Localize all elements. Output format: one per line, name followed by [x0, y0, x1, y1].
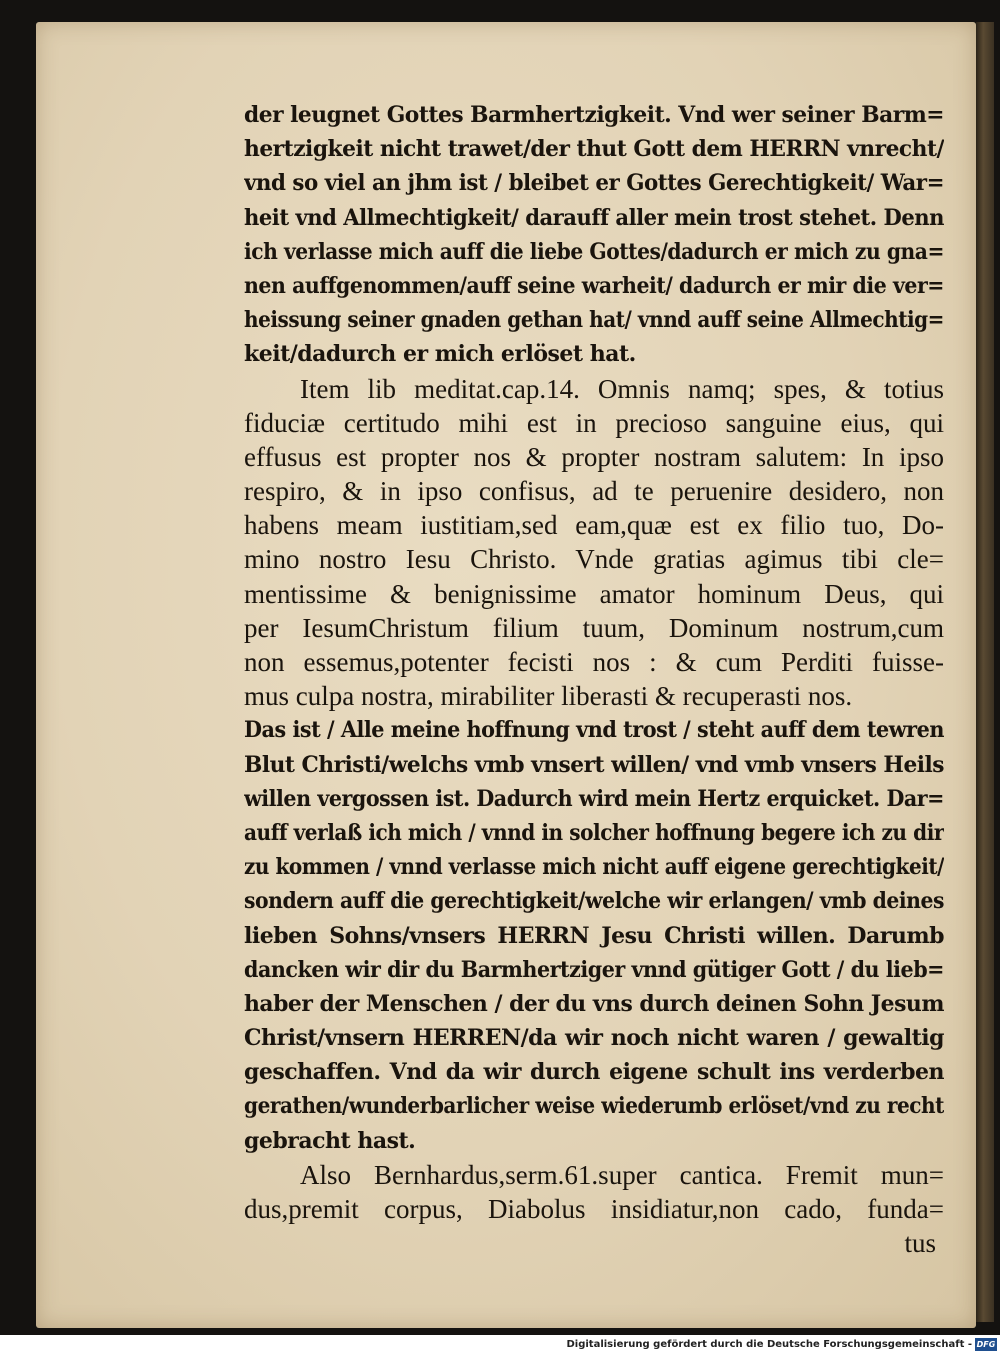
text-line: fiduciæ certitudo mihi est in precioso sanguine eius, qui	[244, 407, 944, 438]
text-line: zu kommen / vnnd verlasse mich nicht auff eigene gerechtigkeit/	[244, 854, 944, 881]
text-line: auff verlaß ich mich / vnnd in solcher hoffnung begere ich zu dir	[244, 819, 944, 846]
text-line: heissung seiner gnaden gethan hat/ vnnd auff seine Allmechtig=	[244, 307, 944, 334]
text-line: der leugnet Gottes Barmhertzigkeit. Vnd wer seiner Barm=	[244, 102, 944, 128]
text-line: willen vergossen ist. Dadurch wird mein Hertz erquicket. Dar=	[244, 785, 944, 812]
text-line: Das ist / Alle meine hoffnung vnd trost / steht auff dem tewren	[244, 717, 944, 744]
page-edge	[976, 22, 994, 1322]
text-line: effusus est propter nos & propter nostram salutem: In ipso	[244, 441, 944, 472]
text-line: Item lib meditat.cap.14. Omnis namq; spes, & totius	[300, 373, 944, 404]
text-line: haber der Menschen / der du vns durch deinen Sohn Jesum	[244, 990, 944, 1017]
text-line: lieben Sohns/vnsers HERRN Jesu Christi willen. Darumb	[244, 922, 944, 949]
text-line: geschaffen. Vnd da wir durch eigene schult ins verderben	[244, 1059, 944, 1086]
text-line: gebracht hast.	[244, 1127, 416, 1154]
text-line: mino nostro Iesu Christo. Vnde gratias agimus tibi cle=	[244, 544, 944, 575]
text-line: habens meam iustitiam,sed eam,quæ est ex filio tuo, Do-	[244, 510, 944, 541]
text-line: respiro, & in ipso confisus, ad te peruenire desidero, non	[244, 476, 944, 507]
text-line: Also Bernhardus,serm.61.super cantica. Fremit mun=	[300, 1159, 944, 1190]
text-line: dus,premit corpus, Diabolus insidiatur,non cado, funda=	[244, 1194, 944, 1224]
catchword: tus	[904, 1228, 936, 1259]
text-line: sondern auff die gerechtigkeit/welche wir erlangen/ vmb deines	[244, 888, 944, 915]
page-text	[244, 98, 944, 1260]
dfg-logo: DFG	[976, 1340, 996, 1349]
text-line: Blut Christi/welchs vmb vnsert willen/ vnd vmb vnsers Heils	[244, 751, 944, 778]
text-line: per IesumChristum filium tuum, Dominum nostrum,cum	[244, 612, 944, 643]
text-line: mus culpa nostra, mirabiliter liberasti & recuperasti nos.	[244, 681, 853, 712]
text-line: hertzigkeit nicht trawet/der thut Gott dem HERRN vnrecht/	[244, 136, 944, 163]
text-line: heit vnd Allmechtigkeit/ darauff aller mein trost stehet. Denn	[244, 204, 944, 231]
text-line: vnd so viel an jhm ist / bleibet er Gottes Gerechtigkeit/ War=	[244, 170, 944, 197]
text-line: gerathen/wunderbarlicher weise wiederumb erlöset/vnd zu recht	[244, 1093, 944, 1120]
text-line: dancken wir dir du Barmhertziger vnnd gütiger Gott / du lieb=	[244, 956, 944, 983]
text-line: ich verlasse mich auff die liebe Gottes/dadurch er mich zu gna=	[244, 238, 944, 265]
text-line: mentissime & benignissime amator hominum Deus, qui	[244, 578, 944, 609]
text-line: non essemus,potenter fecisti nos : & cum Perditi fuisse-	[244, 647, 944, 677]
text-line: keit/dadurch er mich erlöset hat.	[244, 341, 636, 368]
funding-credit: Digitalisierung gefördert durch die Deutsche Forschungsgemeinschaft -	[566, 1339, 972, 1350]
text-line: Christ/vnsern HERREN/da wir noch nicht waren / gewaltig	[244, 1025, 944, 1052]
text-line: nen auffgenommen/auff seine warheit/ dadurch er mir die ver=	[244, 272, 944, 299]
